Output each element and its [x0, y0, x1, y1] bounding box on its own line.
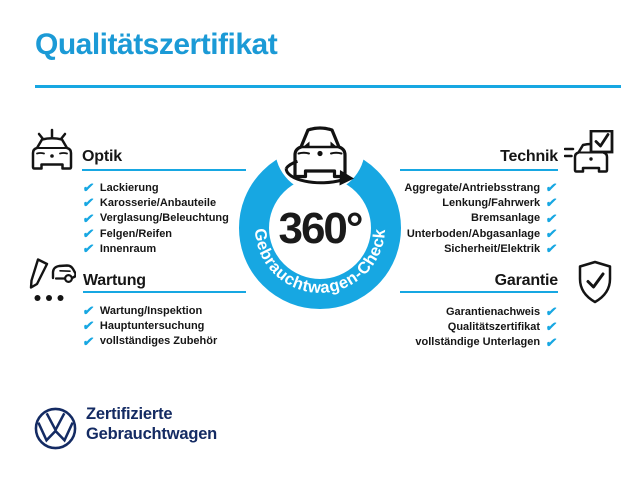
check-icon: ✔ [544, 304, 559, 320]
check-icon: ✔ [81, 195, 96, 211]
checklist-label: Unterboden/Abgasanlage [406, 227, 541, 240]
section-title-wartung: Wartung [83, 272, 146, 289]
section-divider-wartung [83, 291, 246, 293]
check-icon: ✔ [81, 303, 96, 319]
checklist-item [83, 303, 217, 318]
checklist-label: Qualitätszertifikat [447, 320, 541, 333]
footer-brand-text [86, 405, 217, 444]
degree-label: 360° [278, 204, 362, 253]
checklist-label: Verglasung/Beleuchtung [99, 212, 229, 225]
checklist-label: Felgen/Reifen [99, 227, 173, 240]
checklist-label: Sicherheit/Elektrik [444, 242, 541, 255]
checklist-item [297, 335, 557, 350]
check-icon: ✔ [81, 241, 96, 257]
checklist-item [83, 211, 229, 226]
checklist-label: Karosserie/Anbauteile [99, 196, 217, 209]
check-icon: ✔ [81, 210, 96, 226]
section-title-optik: Optik [82, 148, 122, 165]
checklist-item [297, 319, 557, 334]
pencil-car-checklist-icon [26, 256, 76, 304]
checklist-label: Lackierung [99, 181, 159, 194]
ring-label: Gebrauchtwagen-Check [250, 227, 390, 298]
check-icon: ✔ [544, 226, 559, 242]
section-title-garantie: Garantie [494, 272, 558, 289]
section-title-technik: Technik [500, 148, 558, 165]
checklist-item [83, 318, 217, 333]
checklist-item [83, 195, 229, 210]
check-icon: ✔ [81, 226, 96, 242]
section-divider-technik [400, 169, 558, 171]
checklist-optik [83, 180, 229, 256]
section-divider-optik [82, 169, 246, 171]
car-front-shine-icon [26, 126, 78, 170]
checklist-item [83, 180, 229, 195]
checklist-label: vollständige Unterlagen [415, 336, 541, 349]
checklist-label: Garantienachweis [445, 305, 541, 318]
checklist-label: Innenraum [99, 242, 157, 255]
checklist-item [83, 241, 229, 256]
check-icon: ✔ [544, 241, 559, 257]
checklist-label: Hauptuntersuchung [99, 319, 205, 332]
checklist-wartung [83, 303, 217, 349]
checklist-item [83, 334, 217, 349]
check-icon: ✔ [544, 195, 559, 211]
checklist-label: Bremsanlage [471, 212, 541, 225]
checklist-item [83, 226, 229, 241]
checklist-label: Lenkung/Fahrwerk [442, 196, 541, 209]
checklist-label: Wartung/Inspektion [99, 304, 203, 317]
car-checkbox-icon [564, 130, 614, 176]
footer-line2: Gebrauchtwagen [86, 424, 218, 443]
check-icon: ✔ [544, 319, 559, 335]
check-icon: ✔ [81, 318, 96, 334]
title-divider [35, 85, 621, 88]
section-divider-garantie [400, 291, 558, 293]
shield-check-icon [577, 260, 613, 304]
check-icon: ✔ [544, 180, 559, 196]
checklist-label: vollständiges Zubehör [99, 335, 218, 348]
vw-logo [33, 406, 78, 451]
check-icon: ✔ [81, 180, 96, 196]
360-check-emblem [228, 108, 412, 318]
page-title: Qualitätszertifikat [35, 28, 278, 61]
check-icon: ✔ [544, 210, 559, 226]
check-icon: ✔ [81, 333, 96, 349]
check-icon: ✔ [544, 334, 559, 350]
checklist-label: Aggregate/Antriebsstrang [404, 181, 541, 194]
footer-line1: Zertifizierte [86, 405, 173, 423]
